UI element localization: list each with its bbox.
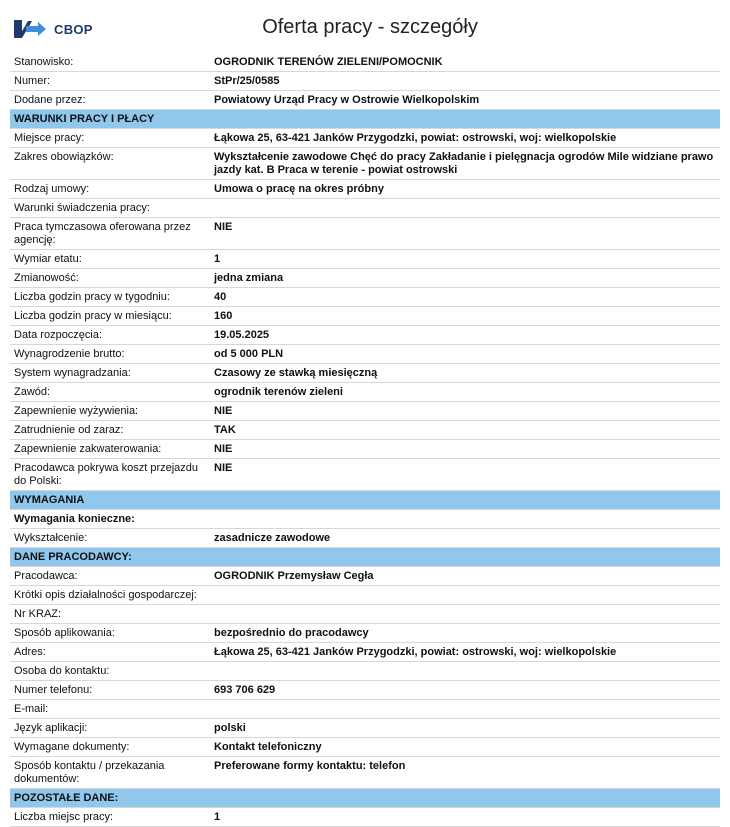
warunki-rows — [10, 129, 720, 491]
detail-label: Zmianowość: — [14, 272, 79, 284]
detail-label: Numer telefonu: — [14, 684, 93, 696]
detail-row — [10, 643, 720, 662]
detail-value: OGRODNIK TERENÓW ZIELENI/POMOCNIK — [214, 56, 443, 68]
detail-row — [10, 53, 720, 72]
detail-row — [10, 700, 720, 719]
detail-row — [10, 218, 720, 250]
detail-row — [10, 402, 720, 421]
detail-label: Krótki opis działalności gospodarczej: — [14, 589, 197, 601]
detail-label: Data rozpoczęcia: — [14, 329, 103, 341]
detail-row — [10, 738, 720, 757]
detail-label: Wynagrodzenie brutto: — [14, 348, 125, 360]
detail-value: ogrodnik terenów zieleni — [214, 386, 343, 398]
detail-label: Sposób kontaktu / przekazania dokumentów: — [14, 760, 165, 785]
detail-label: Zatrudnienie od zaraz: — [14, 424, 124, 436]
detail-value: od 5 000 PLN — [214, 348, 284, 360]
detail-value: Łąkowa 25, 63-421 Janków Przygodzki, powiat: ostrowski, woj: wielkopolskie — [214, 132, 617, 144]
detail-row — [10, 662, 720, 681]
detail-value: NIE — [214, 221, 233, 233]
pozostale-rows — [10, 808, 720, 827]
detail-row — [10, 326, 720, 345]
detail-row — [10, 459, 720, 491]
detail-row — [10, 288, 720, 307]
detail-value: NIE — [214, 443, 233, 455]
detail-value — [214, 703, 720, 716]
detail-label: Osoba do kontaktu: — [14, 665, 110, 677]
detail-label: Praca tymczasowa oferowana przez agencję: — [14, 221, 191, 246]
detail-label: Adres: — [14, 646, 46, 658]
detail-value: 1 — [214, 253, 221, 265]
detail-label: Stanowisko: — [14, 56, 74, 68]
detail-value: 40 — [214, 291, 227, 303]
detail-label: System wynagradzania: — [14, 367, 131, 379]
detail-row — [10, 440, 720, 459]
detail-label: Zawód: — [14, 386, 51, 398]
detail-label: Język aplikacji: — [14, 722, 88, 734]
section-pozostale: POZOSTAŁE DANE: — [10, 789, 720, 808]
detail-row — [10, 421, 720, 440]
section-warunki: WARUNKI PRACY I PŁACY — [10, 110, 720, 129]
detail-label: Wymiar etatu: — [14, 253, 82, 265]
detail-row — [10, 586, 720, 605]
page-title: Oferta pracy - szczegóły — [262, 16, 478, 38]
pracodawca-rows — [10, 567, 720, 789]
detail-value — [214, 665, 720, 678]
detail-value: jedna zmiana — [214, 272, 284, 284]
detail-value: Czasowy ze stawką miesięczną — [214, 367, 378, 379]
detail-value — [214, 202, 720, 215]
detail-value: TAK — [214, 424, 236, 436]
detail-label: Numer: — [14, 75, 51, 87]
detail-value: NIE — [214, 405, 233, 417]
detail-value: zasadnicze zawodowe — [214, 532, 331, 544]
detail-row — [10, 719, 720, 738]
section-wymagania: WYMAGANIA — [10, 491, 720, 510]
detail-row — [10, 307, 720, 326]
subsection-wymagania-konieczne: Wymagania konieczne: — [10, 510, 720, 529]
detail-value: polski — [214, 722, 246, 734]
detail-value: Łąkowa 25, 63-421 Janków Przygodzki, powiat: ostrowski, woj: wielkopolskie — [214, 646, 617, 658]
detail-value: OGRODNIK Przemysław Cegła — [214, 570, 374, 582]
detail-value: 19.05.2025 — [214, 329, 270, 341]
detail-label: Nr KRAZ: — [14, 608, 62, 620]
detail-label: Wymagane dokumenty: — [14, 741, 130, 753]
wymagania-rows — [10, 529, 720, 548]
detail-value: Wykształcenie zawodowe Chęć do pracy Zakładanie i pielęgnacja ogrodów Mile widziane prawo jazdy kat. B Praca w terenie - powiat ostrowski — [214, 151, 714, 176]
detail-value: 1 — [214, 811, 221, 823]
detail-label: Zapewnienie zakwaterowania: — [14, 443, 162, 455]
detail-value — [214, 589, 720, 602]
detail-value: Preferowane formy kontaktu: telefon — [214, 760, 406, 772]
detail-row — [10, 624, 720, 643]
detail-row — [10, 250, 720, 269]
detail-value: Kontakt telefoniczny — [214, 741, 322, 753]
detail-row — [10, 529, 720, 548]
detail-value: bezpośrednio do pracodawcy — [214, 627, 369, 639]
detail-row — [10, 91, 720, 110]
page-header — [0, 0, 730, 50]
detail-row — [10, 199, 720, 218]
detail-value: StPr/25/0585 — [214, 75, 280, 87]
detail-row — [10, 180, 720, 199]
detail-label: Dodane przez: — [14, 94, 86, 106]
detail-row — [10, 757, 720, 789]
offer-details — [10, 53, 720, 827]
top-rows — [10, 53, 720, 110]
detail-row — [10, 605, 720, 624]
detail-label: Miejsce pracy: — [14, 132, 85, 144]
detail-value: Umowa o pracę na okres próbny — [214, 183, 384, 195]
detail-value: 693 706 629 — [214, 684, 276, 696]
detail-row — [10, 364, 720, 383]
detail-label: Zakres obowiązków: — [14, 151, 114, 163]
detail-row — [10, 383, 720, 402]
section-pracodawca: DANE PRACODAWCY: — [10, 548, 720, 567]
detail-value: NIE — [214, 462, 233, 474]
detail-label: Liczba miejsc pracy: — [14, 811, 114, 823]
detail-value — [214, 608, 720, 621]
detail-label: Sposób aplikowania: — [14, 627, 115, 639]
detail-row — [10, 808, 720, 827]
detail-row — [10, 345, 720, 364]
detail-label: Pracodawca pokrywa koszt przejazdu do Polski: — [14, 462, 199, 487]
detail-label: Pracodawca: — [14, 570, 78, 582]
detail-label: E-mail: — [14, 703, 49, 715]
detail-row — [10, 269, 720, 288]
detail-label: Zapewnienie wyżywienia: — [14, 405, 139, 417]
detail-row — [10, 148, 720, 180]
detail-label: Liczba godzin pracy w tygodniu: — [14, 291, 170, 303]
logo-text: CBOP — [54, 21, 93, 37]
detail-row — [10, 567, 720, 586]
detail-value: Powiatowy Urząd Pracy w Ostrowie Wielkopolskim — [214, 94, 480, 106]
detail-row — [10, 681, 720, 700]
detail-row — [10, 72, 720, 91]
detail-row — [10, 129, 720, 148]
detail-label: Warunki świadczenia pracy: — [14, 202, 150, 214]
detail-value: 160 — [214, 310, 233, 322]
detail-label: Liczba godzin pracy w miesiącu: — [14, 310, 172, 322]
detail-label: Rodzaj umowy: — [14, 183, 90, 195]
detail-label: Wykształcenie: — [14, 532, 88, 544]
